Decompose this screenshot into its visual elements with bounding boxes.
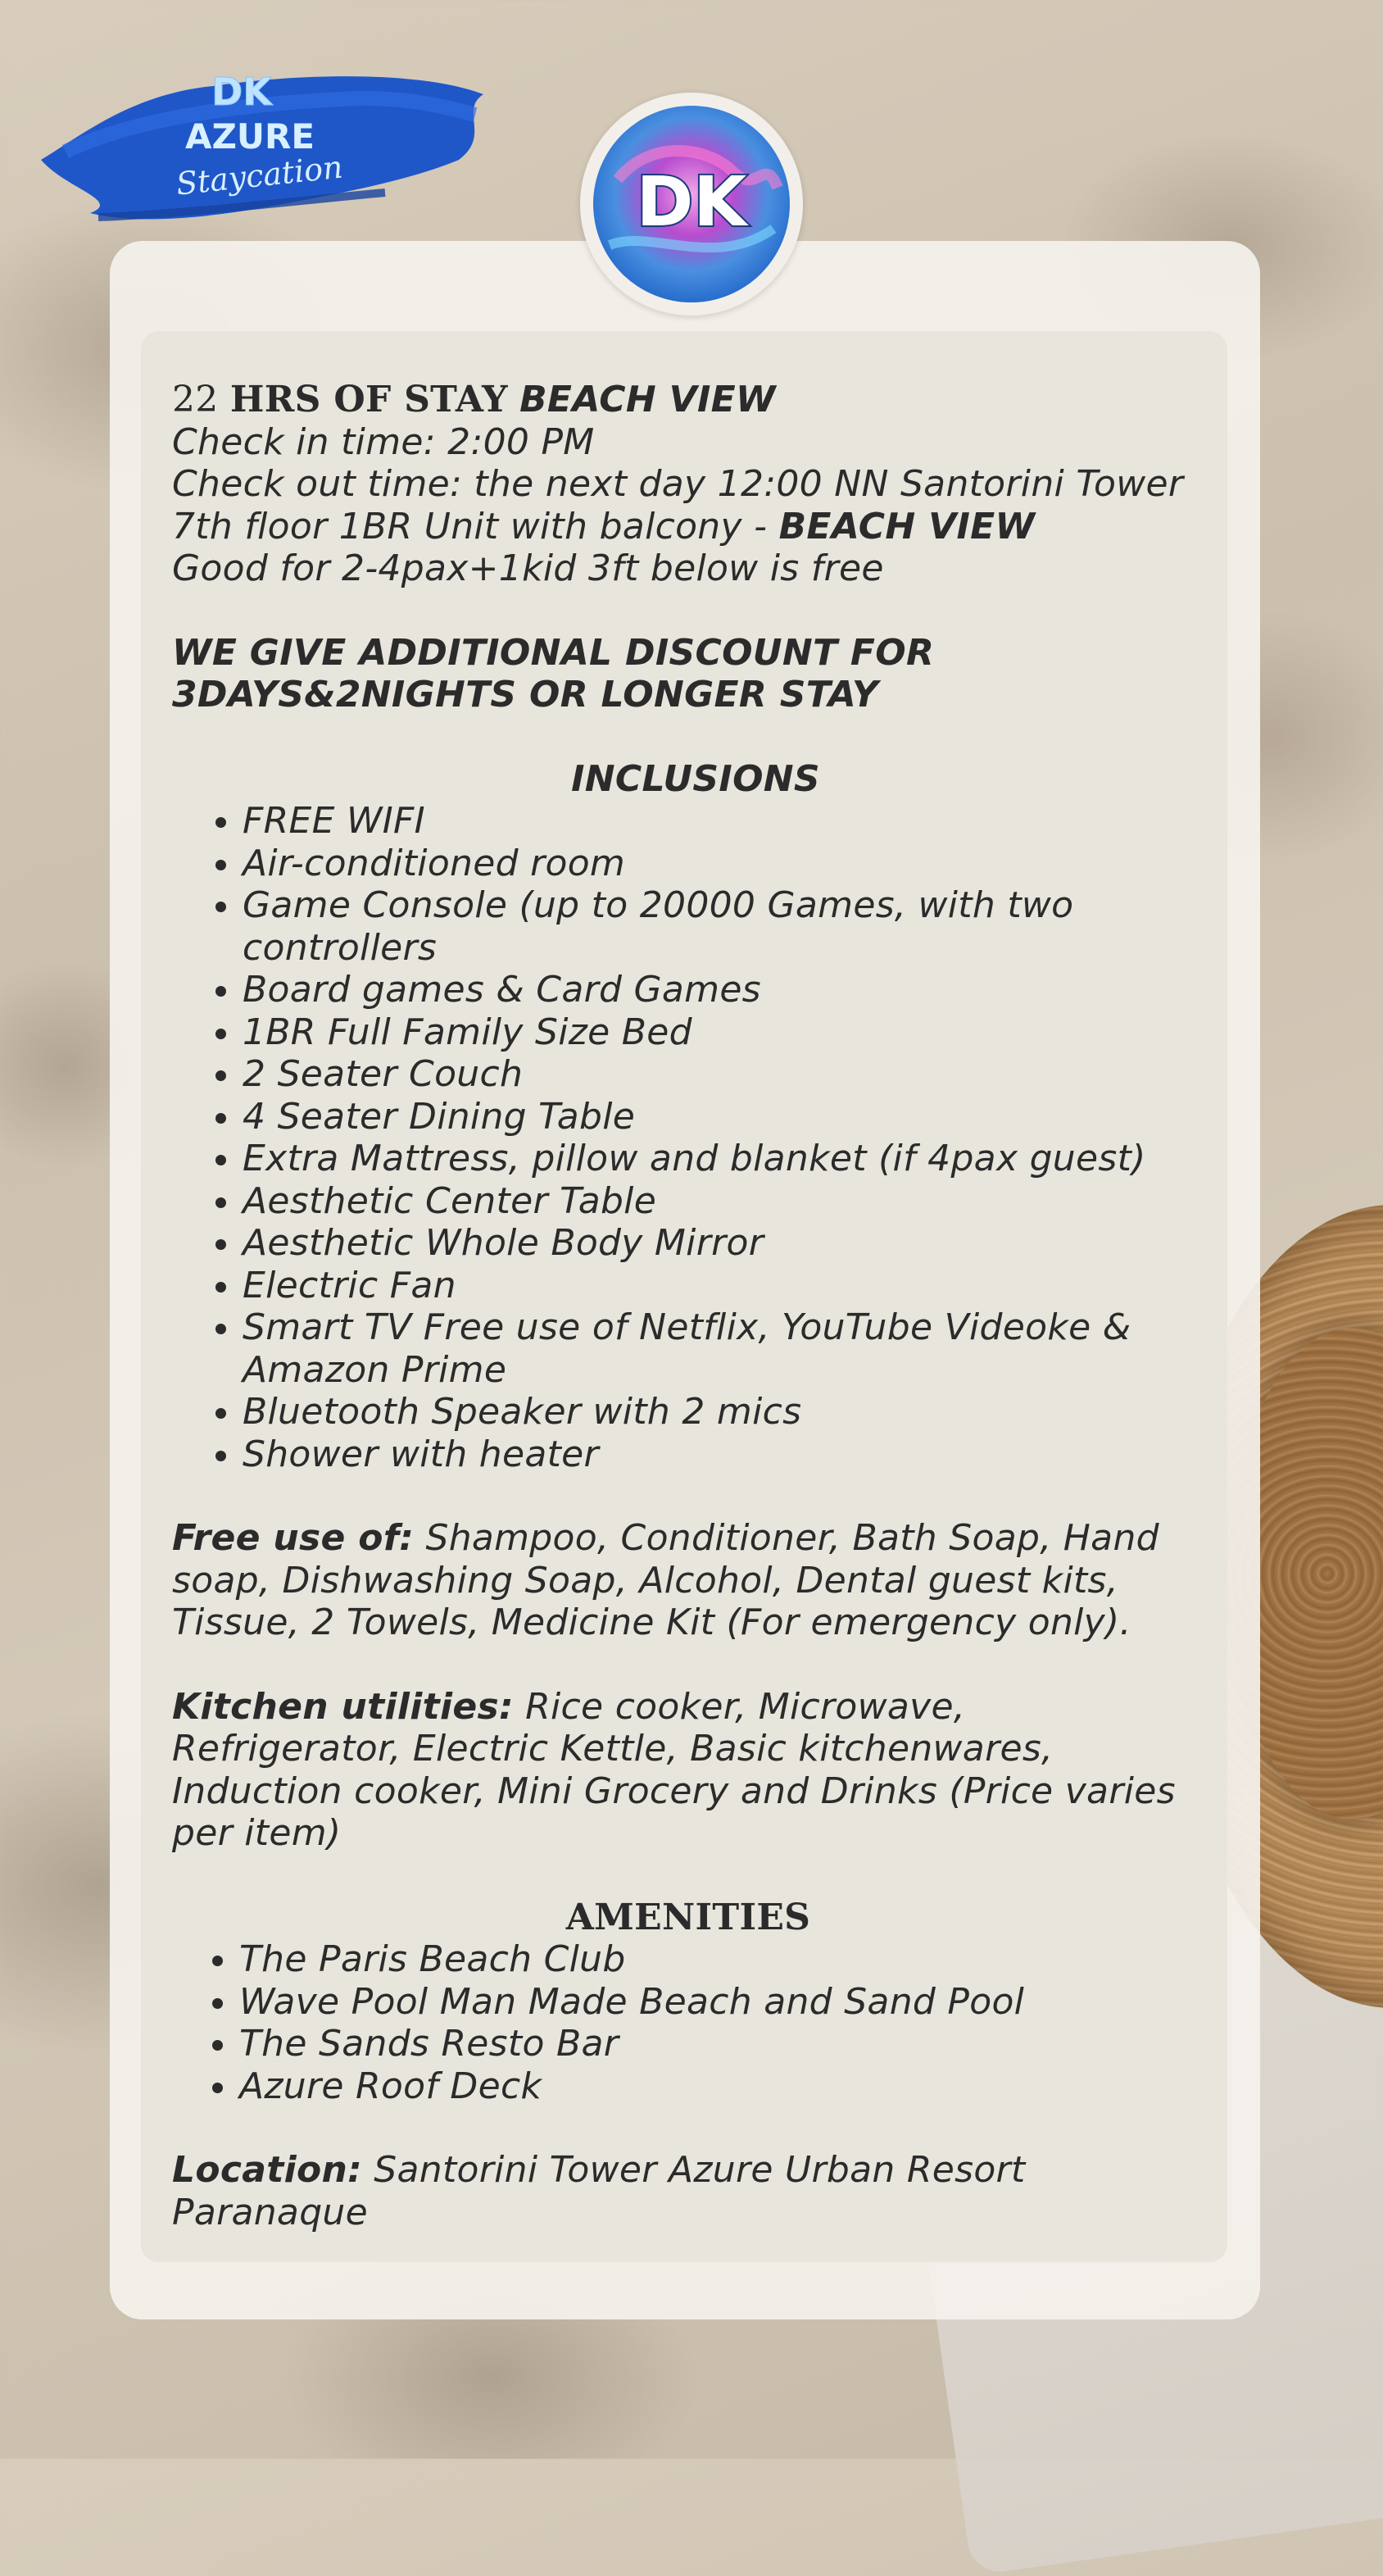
stay-view-label: BEACH VIEW [519,379,776,420]
list-item: • 4 Seater Dining Table [243,1096,1204,1138]
stay-line [172,379,1204,421]
list-item: • Bluetooth Speaker with 2 mics [243,1391,1204,1433]
check-out-view: BEACH VIEW [778,505,1036,547]
list-item: • Air-conditioned room [243,843,1204,885]
amenities-list [172,1938,1204,2107]
list-item: • FREE WIFI [243,800,1204,843]
free-use-paragraph [172,1517,1204,1644]
list-item: • Extra Mattress, pillow and blanket (if 4pax guest) [243,1138,1204,1180]
list-item: • Smart TV Free use of Netflix, YouTube Videoke & Amazon Prime [243,1306,1204,1391]
inclusions-heading: INCLUSIONS [571,757,820,800]
good-for-line: Good for 2-4pax+1kid 3ft below is free [172,547,884,589]
kitchen-text: Rice cooker, Microwave, Refrigerator, Electric Kettle, Basic kitchenwares, Induction cooker, Mini Grocery and Drinks (Price varies per item) [172,1685,1176,1854]
kitchen-paragraph [172,1686,1204,1855]
list-item: • The Paris Beach Club [239,1938,1204,1981]
amenities-heading: AMENITIES [565,1896,811,1938]
location-label: Location: [172,2149,363,2191]
logo-line-dk: DK [211,70,272,114]
stay-hours-label: HRS OF STAY [229,379,508,420]
list-item: • Aesthetic Center Table [243,1180,1204,1223]
check-out-text: Check out time: the next day 12:00 NN Santorini Tower 7th floor 1BR Unit with balcony - [172,463,1184,547]
logo-line-azure: AZURE [184,116,315,157]
list-item: • Electric Fan [243,1265,1204,1307]
dk-azure-staycation-logo [33,37,492,234]
dk-circle-logo [580,93,803,316]
discount-line-2: 3DAYS&2NIGHTS OR LONGER STAY [172,674,879,716]
free-use-label: Free use of: [172,1517,415,1559]
list-item: • Board games & Card Games [243,969,1204,1011]
list-item: • 2 Seater Couch [243,1053,1204,1096]
stay-hours-number: 22 [172,379,219,420]
free-use-text: Shampoo, Conditioner, Bath Soap, Hand soap, Dishwashing Soap, Alcohol, Dental guest kits, Tissue, 2 Towels, Medicine Kit (For emergency only). [172,1517,1159,1643]
list-item: • The Sands Resto Bar [239,2023,1204,2065]
location-paragraph [172,2149,1204,2233]
listing-details [172,379,1204,2233]
circle-logo-text: DK [636,161,747,242]
kitchen-label: Kitchen utilities: [172,1685,514,1728]
list-item: • Shower with heater [243,1433,1204,1476]
list-item: • Wave Pool Man Made Beach and Sand Pool [239,1981,1204,2024]
inclusions-list [172,800,1204,1475]
list-item: • Azure Roof Deck [239,2065,1204,2108]
list-item: • 1BR Full Family Size Bed [243,1011,1204,1054]
check-out-line [172,463,1204,547]
list-item: • Aesthetic Whole Body Mirror [243,1222,1204,1265]
list-item: • Game Console (up to 20000 Games, with two controllers [243,884,1204,969]
check-in-line: Check in time: 2:00 PM [172,420,595,463]
logo-line-staycation: Staycation [174,148,345,202]
location-text: Santorini Tower Azure Urban Resort Paranaque [172,2149,1026,2233]
discount-line-1: WE GIVE ADDITIONAL DISCOUNT FOR [172,631,935,674]
